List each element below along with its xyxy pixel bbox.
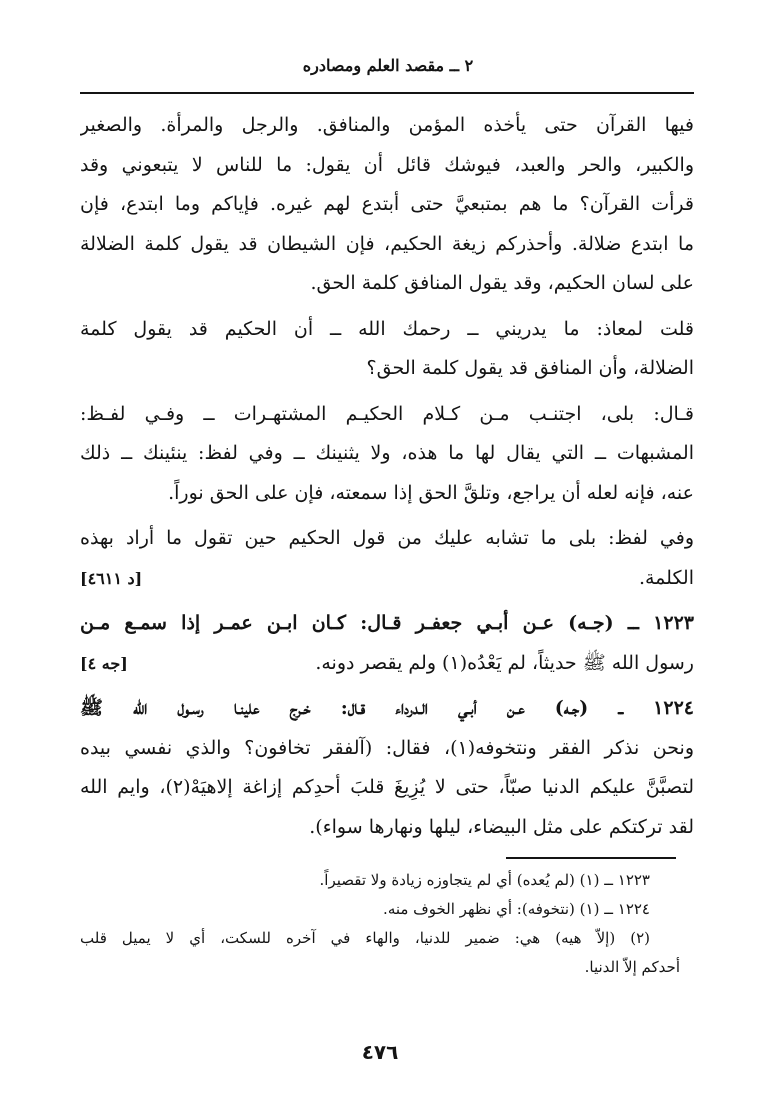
- text-line: [80, 604, 694, 644]
- text-line: [80, 395, 694, 435]
- line-text: الضلالة، وأن المنافق قد يقول كلمة الحق؟: [366, 357, 694, 379]
- main-text: [80, 106, 694, 847]
- footnotes: [80, 866, 680, 982]
- footnote-separator: [506, 857, 676, 859]
- header-rule: [80, 92, 694, 94]
- text-line: [80, 768, 694, 808]
- text-line: [80, 349, 694, 389]
- line-text: المشبهات ــ التي يقال لها ما هذه، ولا يثنينك ــ وفي لفظ: ينئينك ــ ذلك: [80, 442, 694, 464]
- footnote-line: أحدكم إلاّ الدنيا.: [584, 958, 680, 976]
- text-line: [80, 434, 694, 474]
- line-text: والكبير، والحر والعبد، فيوشك قائل أن يقول: ما للناس لا يتبعوني وقد: [80, 153, 694, 176]
- text-line: [80, 185, 694, 225]
- line-text: قرأت القرآن؟ ما هم بمتبعيَّ حتى أبتدع لهم غيره. فإياكم وما ابتدع، فإن: [80, 193, 694, 215]
- line-text: لتصبَّنَّ عليكم الدنيا صبّاً، حتى لا يُزِيغَ قلبَ أحدِكم إزاغة إلاهيَهْ(٢)، وايم الله: [80, 776, 694, 798]
- text-line: [80, 559, 694, 599]
- text-line: [80, 106, 694, 146]
- footnote-line: ١٢٢٤ ــ (١) (نتخوفه): أي نظهر الخوف منه.: [383, 900, 650, 918]
- text-line: [80, 689, 694, 729]
- text-line: [80, 644, 694, 684]
- text-line: [80, 264, 694, 304]
- line-text: ١٢٢٤ ــ (جـه) عـن أبـي الـدرداء قـال: خـرج علينـا رسـول الله ﷺ: [80, 697, 694, 719]
- line-text: ونحن نذكر الفقر ونتخوفه(١)، فقال: (آلفقر تخافون؟ والذي نفسي بيده: [80, 736, 694, 759]
- line-text: فيها القرآن حتى يأخذه المؤمن والمنافق. والرجل والمرأة. والصغير: [80, 114, 694, 136]
- line-text: رسول الله ﷺ حديثاً، لم يَعْدُه(١) ولم يقصر دونه.: [315, 651, 694, 674]
- text-line: [80, 519, 694, 559]
- text-line: [80, 146, 694, 186]
- line-text: ما ابتدع ضلالة. وأحذركم زيغة الحكيم، فإن الشيطان قد يقول كلمة الضلالة: [80, 232, 694, 255]
- running-title: ٢ ــ مقصد العلم ومصادره: [302, 56, 474, 75]
- footnote-line: (٢) (إلاّ هيه) هي: ضمير للدنيا، والهاء في آخره للسكت، أي لا يميل قلب: [80, 929, 650, 947]
- line-text: على لسان الحكيم، وقد يقول المنافق كلمة الحق.: [310, 272, 694, 294]
- line-text: قـال: بلى، اجتنـب مـن كـلام الحكيـم المشتهـرات ــ وفـي لفـظ:: [80, 402, 694, 425]
- line-text: لقد تركتكم على مثل البيضاء، ليلها ونهارها سواء).: [309, 815, 694, 838]
- text-line: [80, 474, 694, 514]
- source-reference: [د ٤٦١١]: [80, 568, 143, 588]
- text-line: [80, 225, 694, 265]
- source-reference: [جه ٤]: [80, 653, 128, 673]
- line-text: الكلمة.: [638, 566, 694, 589]
- text-line: [80, 729, 694, 769]
- line-text: عنه، فإنه لعله أن يراجع، وتلقَّ الحق إذا سمعته، فإن على الحق نوراً.: [168, 481, 694, 504]
- text-line: [80, 310, 694, 350]
- text-line: [80, 808, 694, 848]
- page-number: ٤٧٦: [361, 1040, 399, 1064]
- line-text: وفي لفظ: بلى ما تشابه عليك من قول الحكيم حين تقول ما أراد بهذه: [80, 527, 694, 549]
- line-text: ١٢٢٣ ــ (جـه) عـن أبـي جعفـر قـال: كـان ابـن عمـر إذا سمـع مـن: [80, 612, 694, 634]
- line-text: قلت لمعاذ: ما يدريني ــ رحمك الله ــ أن الحكيم قد يقول كلمة: [80, 317, 694, 340]
- footnote-line: ١٢٢٣ ــ (١) (لم يُعده) أي لم يتجاوزه زيادة ولا تقصيراً.: [319, 871, 650, 889]
